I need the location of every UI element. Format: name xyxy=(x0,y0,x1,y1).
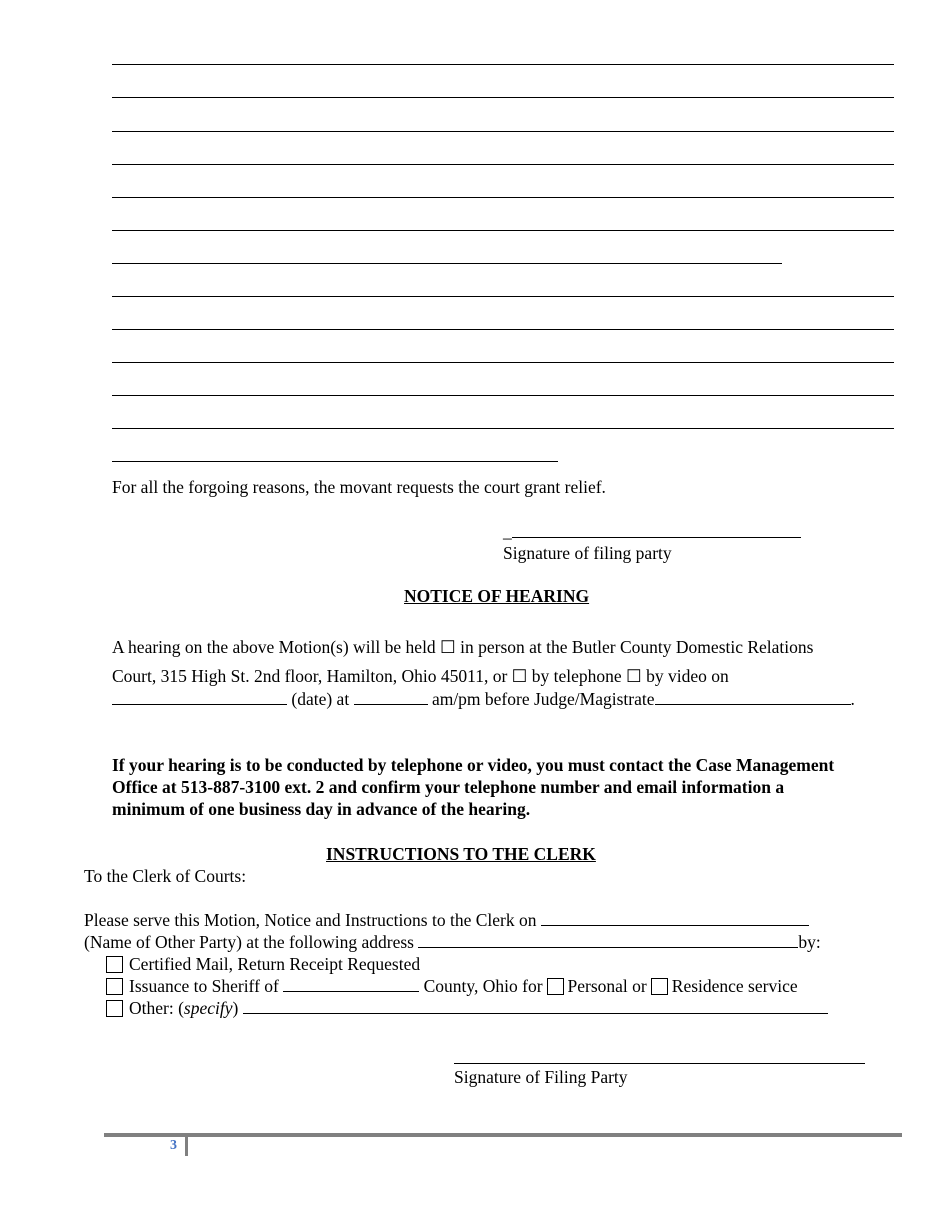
writing-line[interactable] xyxy=(112,362,894,363)
writing-line[interactable] xyxy=(112,197,894,198)
time-blank[interactable] xyxy=(354,690,428,705)
writing-line[interactable] xyxy=(112,230,894,231)
writing-line[interactable] xyxy=(112,395,894,396)
signature-prefix: _ xyxy=(503,521,512,541)
writing-line[interactable] xyxy=(112,461,558,462)
writing-line[interactable] xyxy=(112,97,894,98)
notice-line-2: Court, 315 High St. 2nd floor, Hamilton, Ohio 45011, or ☐ by telephone ☐ by video on xyxy=(112,666,729,686)
option-certified-mail xyxy=(106,953,420,975)
notice-line-3 xyxy=(112,688,855,710)
option-sheriff xyxy=(106,975,798,997)
other-checkbox[interactable] xyxy=(106,1000,123,1017)
date-label: (date) at xyxy=(291,689,350,709)
writing-line[interactable] xyxy=(112,131,894,132)
writing-line[interactable] xyxy=(112,164,894,165)
county-blank[interactable] xyxy=(283,977,419,992)
residence-label: Residence service xyxy=(671,976,798,996)
address-blank[interactable] xyxy=(418,933,798,948)
other-blank[interactable] xyxy=(243,999,828,1014)
other-party-blank[interactable] xyxy=(541,911,809,926)
clerk-line-2-text: (Name of Other Party) at the following address xyxy=(84,932,414,952)
line-end: . xyxy=(850,689,855,709)
notice-line-1: A hearing on the above Motion(s) will be held ☐ in person at the Butler County Domestic Relations xyxy=(112,637,814,657)
residence-service-checkbox[interactable] xyxy=(651,978,668,995)
certified-mail-checkbox[interactable] xyxy=(106,956,123,973)
writing-line[interactable] xyxy=(112,296,894,297)
option-other xyxy=(106,997,828,1019)
other-specify: specify xyxy=(183,998,233,1018)
warning-line-3: minimum of one business day in advance of the hearing. xyxy=(112,799,531,819)
clerk-line-2-end: by: xyxy=(798,932,821,952)
personal-service-checkbox[interactable] xyxy=(547,978,564,995)
writing-line[interactable] xyxy=(112,263,782,264)
filing-signature-label: Signature of Filing Party xyxy=(454,1067,628,1087)
footer-rule xyxy=(104,1133,902,1137)
warning-line-1: If your hearing is to be conducted by telephone or video, you must contact the Case Management xyxy=(112,755,835,775)
warning-line-2: Office at 513-887-3100 ext. 2 and confirm your telephone number and email information a xyxy=(112,777,785,797)
notice-heading: NOTICE OF HEARING xyxy=(404,586,590,606)
clerk-line-2 xyxy=(84,931,821,953)
county-label: County, Ohio for xyxy=(423,976,543,996)
judge-blank[interactable] xyxy=(655,690,851,705)
page-number-divider xyxy=(185,1136,188,1156)
signature-line[interactable] xyxy=(512,537,801,538)
writing-line[interactable] xyxy=(112,428,894,429)
other-prefix: Other: ( xyxy=(129,998,184,1018)
sheriff-label: Issuance to Sheriff of xyxy=(129,976,279,996)
signature-label: Signature of filing party xyxy=(503,543,672,563)
sheriff-checkbox[interactable] xyxy=(106,978,123,995)
clerk-line-1-text: Please serve this Motion, Notice and Instructions to the Clerk on xyxy=(84,910,537,930)
page-number: 3 xyxy=(170,1138,177,1153)
date-blank[interactable] xyxy=(112,690,287,705)
clerk-line-1 xyxy=(84,909,809,931)
writing-line[interactable] xyxy=(112,329,894,330)
certified-mail-label: Certified Mail, Return Receipt Requested xyxy=(129,954,421,974)
personal-label: Personal or xyxy=(567,976,647,996)
closing-sentence: For all the forgoing reasons, the movant requests the court grant relief. xyxy=(112,477,606,497)
clerk-salutation: To the Clerk of Courts: xyxy=(84,866,247,886)
filing-signature-line[interactable] xyxy=(454,1063,865,1064)
other-suffix: ) xyxy=(232,998,239,1018)
time-label: am/pm before Judge/Magistrate xyxy=(431,689,655,709)
clerk-heading: INSTRUCTIONS TO THE CLERK xyxy=(326,844,596,864)
writing-line[interactable] xyxy=(112,64,894,65)
